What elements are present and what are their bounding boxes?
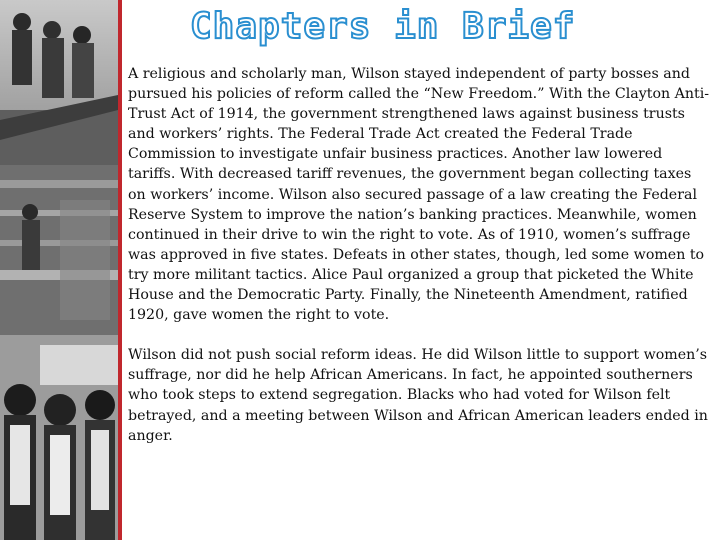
historical-photo-collage (0, 0, 118, 540)
page-title: Chapters in Brief (190, 6, 576, 47)
photo-collage-image (0, 0, 118, 540)
accent-divider (118, 0, 122, 540)
paragraph-wilson-social-reform: Wilson did not push social reform ideas. He did Wilson little to support women’s suffrage, nor did he help African Americans. In fact, he appointed southerners who took steps to extend segregation. Blacks who had voted for Wilson felt betrayed, and a meeting between Wilson and African American leaders ended in anger. (128, 347, 708, 444)
chapter-summary (128, 64, 712, 446)
paragraph-wilson-reforms: A religious and scholarly man, Wilson stayed independent of party bosses and pursued his policies of reform called the “New Freedom.” With the Clayton Anti-Trust Act of 1914, the government strengthened laws against business trusts and workers’ rights. The Federal Trade Act created the Federal Trade Commission to investigate unfair business practices. Another law lowered tariffs. With decreased tariff revenues, the government began collecting taxes on workers’ income. Wilson also secured passage of a law creating the Federal Reserve System to improve the nation’s banking practices. Meanwhile, women continued in their drive to win the right to vote. As of 1910, women’s suffrage was approved in five states. Defeats in other states, though, led some women to try more militant tactics. Alice Paul organized a group that picketed the White House and the Democratic Party. Finally, the Nineteenth Amendment, ratified 1920, gave women the right to vote. (128, 66, 710, 324)
